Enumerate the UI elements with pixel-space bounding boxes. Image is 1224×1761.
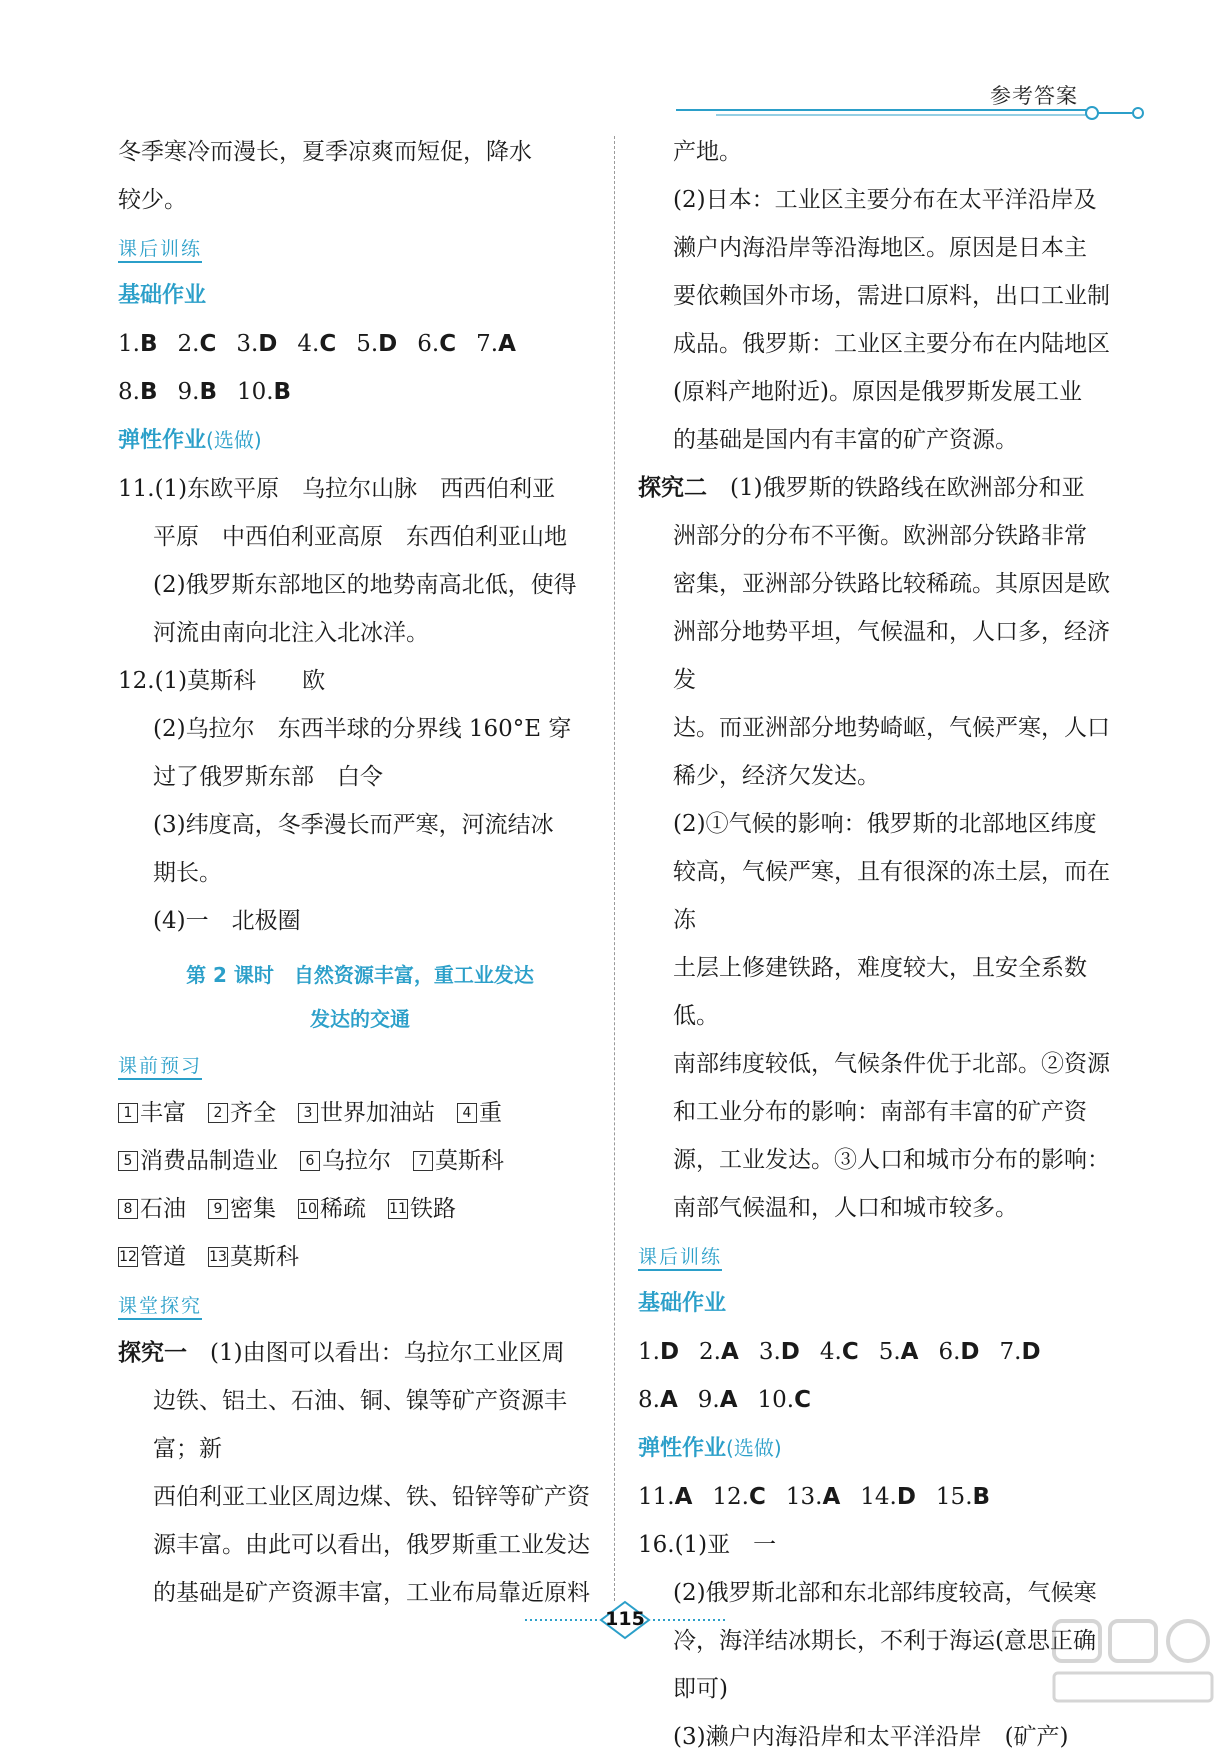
answer-item: 13.A [785,1484,841,1510]
elastic-homework-heading: 弹性作业(选做) [638,1436,782,1461]
basic-homework-heading: 基础作业 [118,283,207,308]
number-box: 8 [118,1199,138,1219]
text-line: 稀少，经济欠发达。 [673,763,880,789]
fill-item: 6 乌拉尔 [300,1137,391,1185]
optional-note: (选做) [726,1436,782,1460]
left-column [118,128,602,1617]
fill-item: 11 铁路 [389,1196,456,1222]
text-line: 和工业分布的影响：南部有丰富的矿产资 [673,1099,1087,1125]
fill-item: 5 消费品制造业 [118,1137,278,1185]
text-line: (2)①气候的影响：俄罗斯的北部地区纬度 [673,811,1097,837]
text-line: (2)俄罗斯东部地区的地势南高北低，使得 [153,572,577,598]
number-box: 9 [208,1199,228,1219]
fill-item: 2 齐全 [208,1089,276,1137]
number-box: 6 [300,1151,320,1171]
answer-item: 1.D [638,1339,680,1365]
watermark-logo [1048,1615,1218,1710]
answer-item: 15.B [935,1484,991,1510]
answer-item: 3.D [758,1339,800,1365]
fill-item: 7 莫斯科 [413,1137,504,1185]
header-label: 参考答案 [990,84,1078,108]
answer-row [638,1328,1114,1376]
text-line: 产地。 [673,139,742,165]
answer-item: 9.A [697,1387,738,1413]
answer-item: 12.C [712,1484,766,1510]
text-line: 南部纬度较低，气候条件优于北部。②资源 [673,1051,1110,1077]
answer-item: 7.D [999,1339,1041,1365]
text-line: (3)纬度高，冬季漫长而严寒，河流结冰 [153,812,554,838]
text-line: 的基础是矿产资源丰富，工业布局靠近原料 [153,1580,590,1606]
fill-item: 10 稀疏 [299,1196,366,1222]
answer-item: 6.C [417,331,457,357]
text-line: (4)一 北极圈 [153,908,301,934]
fill-row [118,1185,602,1233]
fill-item: 3 世界加油站 [298,1089,435,1137]
number-box: 4 [457,1103,477,1123]
answer-item: 4.C [819,1339,859,1365]
text-line: 较少。 [118,187,187,213]
after-class-tab: 课后训练 [118,237,202,263]
answer-item: 3.D [236,331,278,357]
text-line: 源丰富。由此可以看出，俄罗斯重工业发达 [153,1532,590,1558]
text-line: 源，工业发达。③人口和城市分布的影响： [673,1147,1110,1173]
answer-item: 8.A [638,1387,678,1413]
elastic-homework-heading: 弹性作业(选做) [118,428,262,453]
fill-item: 4 重 [457,1089,502,1137]
number-box: 10 [299,1201,317,1217]
answer-item: 11.A [638,1484,693,1510]
page-number: 115 [605,1608,645,1630]
text-line: 平原 中西伯利亚高原 东西伯利亚山地 [153,524,567,550]
text-line: 16.(1)亚 一 [638,1532,777,1558]
text-line: 成品。俄罗斯：工业区主要分布在内陆地区 [673,331,1110,357]
number-box: 12 [119,1249,137,1265]
answer-item: 1.B [118,331,158,357]
answer-item: 4.C [297,331,337,357]
fill-item: 9 密集 [208,1185,276,1233]
text-line: 冬季寒冷而漫长，夏季凉爽而短促，降水 [118,139,532,165]
fill-item: 13 莫斯科 [209,1244,299,1270]
fill-item: 12 管道 [119,1244,186,1270]
answer-item: 9.B [177,379,217,405]
text-line: 12.(1)莫斯科 欧 [118,668,326,694]
text-line: 濑户内海沿岸等沿海地区。原因是日本主 [673,235,1087,261]
text-line: (3)濑户内海沿岸和太平洋沿岸 (矿产) [673,1724,1069,1750]
classroom-tab: 课堂探究 [118,1294,202,1320]
text-line: (2)乌拉尔 东西半球的分界线 160°E 穿 [153,716,572,742]
text-line: 河流由南向北注入北冰洋。 [153,620,429,646]
text-line: 密集，亚洲部分铁路比较稀疏。其原因是欧 [673,571,1110,597]
answer-row [638,1376,1114,1424]
text-line: (2)俄罗斯北部和东北部纬度较高，气候寒 [673,1580,1097,1606]
text-line: 较高，气候严寒，且有很深的冻土层，而在冻 [673,859,1110,933]
answer-item: 10.C [757,1387,811,1413]
text-line: 即可) [673,1676,728,1702]
answer-item: 6.D [938,1339,980,1365]
text-line: 边铁、铝土、石油、铜、镍等矿产资源丰富；新 [153,1388,567,1462]
number-box: 11 [389,1201,407,1217]
basic-homework-heading: 基础作业 [638,1291,727,1316]
fill-item: 8 石油 [118,1185,186,1233]
header-rule-decoration [676,100,1146,128]
answer-row [118,320,602,368]
fill-item: 1 丰富 [118,1089,186,1137]
text-line: 过了俄罗斯东部 白令 [153,764,383,790]
explore-label: 探究二 [638,475,707,501]
after-class-tab: 课后训练 [638,1245,722,1271]
answer-item: 7.A [476,331,516,357]
answer-item: 5.D [356,331,398,357]
text-line: 洲部分地势平坦，气候温和，人口多，经济发 [673,619,1110,693]
text-line: 探究二 (1)俄罗斯的铁路线在欧洲部分和亚 [638,475,1085,501]
number-box: 5 [118,1151,138,1171]
text-line: (2)日本：工业区主要分布在太平洋沿岸及 [673,187,1097,213]
text-line: 期长。 [153,860,222,886]
explore-label: 探究一 [118,1340,187,1366]
right-column [638,128,1114,1761]
fill-row [118,1233,602,1281]
text-line: 11.(1)东欧平原 乌拉尔山脉 西西伯利亚 [118,476,556,502]
number-box: 13 [209,1249,227,1265]
text-line: 探究一 (1)由图可以看出：乌拉尔工业区周 [118,1340,565,1366]
answer-row [118,368,602,416]
number-box: 7 [413,1151,433,1171]
text-line: 土层上修建铁路，难度较大，且安全系数低。 [673,955,1087,1029]
answer-row [638,1473,1114,1521]
answer-item: 2.A [699,1339,739,1365]
fill-row [118,1089,602,1137]
answer-item: 14.D [860,1484,916,1510]
page-number-badge [525,1600,725,1640]
answer-item: 10.B [236,379,292,405]
number-box: 1 [118,1103,138,1123]
column-divider [614,136,615,1601]
preview-tab: 课前预习 [118,1054,202,1080]
optional-note: (选做) [206,428,262,452]
answer-item: 5.A [878,1339,919,1365]
text-line: 南部气候温和，人口和城市较多。 [673,1195,1018,1221]
text-line: 洲部分的分布不平衡。欧洲部分铁路非常 [673,523,1087,549]
lesson-title: 第 2 课时 自然资源丰富，重工业发达 [186,963,534,987]
number-box: 3 [298,1103,318,1123]
text-line: (原料产地附近)。原因是俄罗斯发展工业 [673,379,1082,405]
answer-item: 2.C [177,331,217,357]
fill-row [118,1137,602,1185]
text-line: 西伯利亚工业区周边煤、铁、铅锌等矿产资 [153,1484,590,1510]
lesson-title: 发达的交通 [310,1007,410,1031]
text-line: 的基础是国内有丰富的矿产资源。 [673,427,1018,453]
text-line: 冷，海洋结冰期长，不利于海运(意思正确 [673,1628,1096,1654]
text-line: 达。而亚洲部分地势崎岖，气候严寒，人口 [673,715,1110,741]
answer-item: 8.B [118,379,158,405]
number-box: 2 [208,1103,228,1123]
text-line: 要依赖国外市场，需进口原料，出口工业制 [673,283,1110,309]
